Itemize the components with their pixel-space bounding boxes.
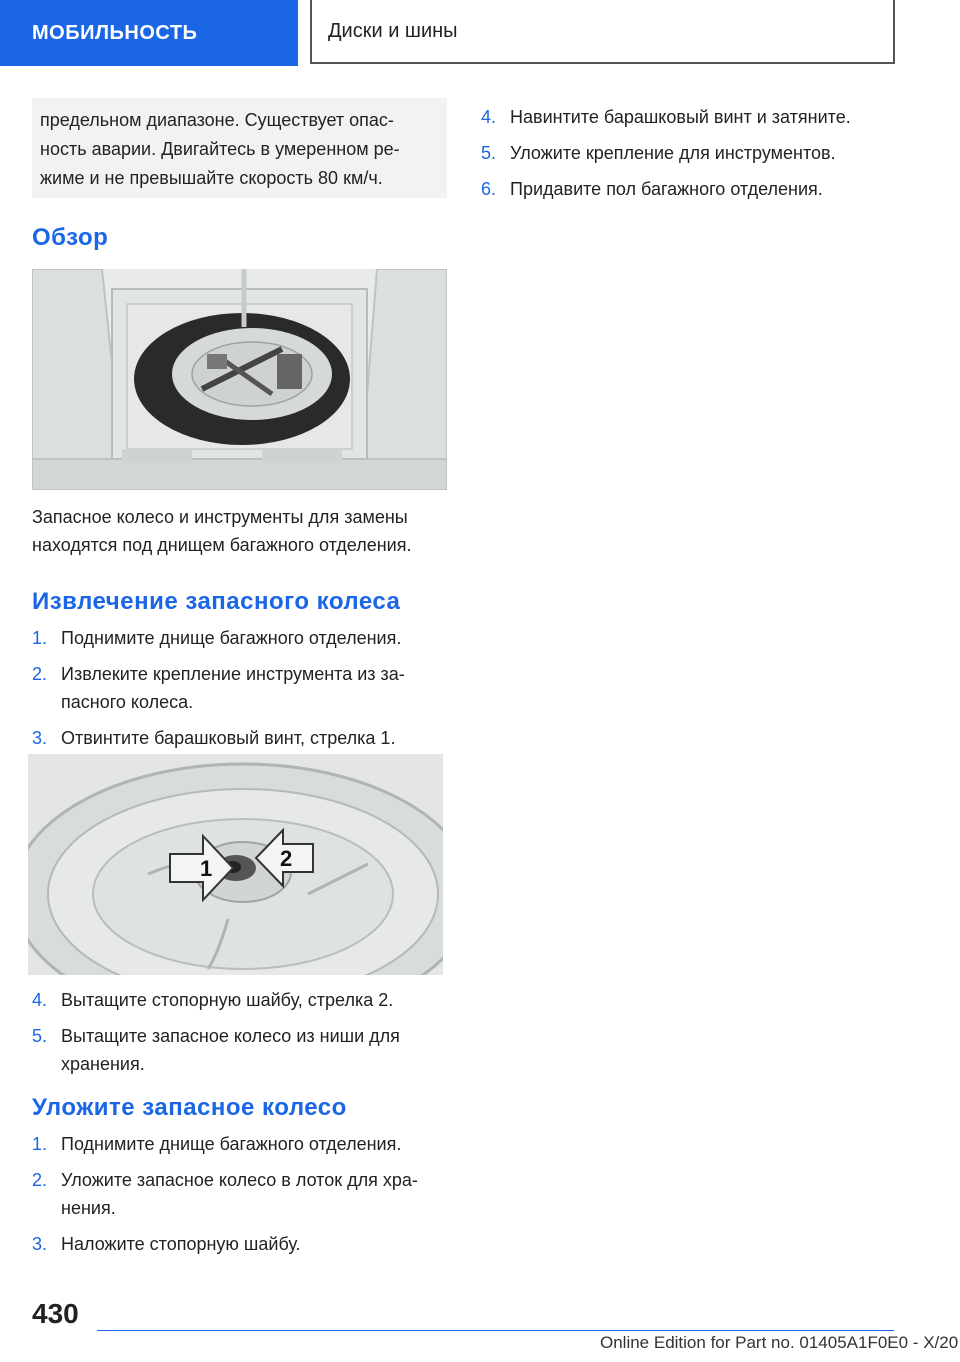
step-text: пасного колеса. xyxy=(61,692,194,712)
list-item xyxy=(481,175,896,203)
trunk-illustration xyxy=(32,269,447,490)
caption-line: Запасное колесо и инструменты для замены xyxy=(32,507,408,527)
remove-heading: Извлечение запасного колеса xyxy=(32,588,401,615)
step-text: Наложите стопорную шайбу. xyxy=(61,1234,301,1254)
overview-caption xyxy=(32,503,447,559)
arrow-2-label: 2 xyxy=(280,846,293,871)
right-steps-list xyxy=(481,103,896,211)
step-text: хранения. xyxy=(61,1054,145,1074)
step-text: Отвинтите барашковый винт, стрелка 1. xyxy=(61,728,396,748)
step-text: Вытащите запасное колесо из ниши для xyxy=(61,1026,400,1046)
step-text: Навинтите барашковый винт и затяните. xyxy=(510,107,851,127)
step-number: 5. xyxy=(32,1026,48,1046)
step-number: 6. xyxy=(481,179,497,199)
step-text: Придавите пол багажного отделения. xyxy=(510,179,823,199)
list-item xyxy=(481,139,896,167)
step-text: Вытащите стопорную шайбу, стрелка 2. xyxy=(61,990,394,1010)
step-number: 4. xyxy=(481,107,497,127)
step-text: нения. xyxy=(61,1198,116,1218)
step-number: 2. xyxy=(32,1170,48,1190)
warning-line: жиме и не превышайте скорость 80 км/ч. xyxy=(40,168,383,188)
edition-text: Online Edition for Part no. 01405A1F0E0 - X/20 xyxy=(600,1333,959,1352)
trunk-overview-image xyxy=(32,269,447,490)
list-item xyxy=(32,1230,447,1258)
page-number: 430 xyxy=(32,1298,79,1329)
wheel-nut-image xyxy=(28,754,443,975)
list-item xyxy=(32,1166,447,1222)
store-steps-list xyxy=(32,1130,447,1266)
step-number: 4. xyxy=(32,990,48,1010)
warning-line: предельном диапазоне. Существует опас- xyxy=(40,110,394,130)
step-text: Поднимите днище багажного отделения. xyxy=(61,628,402,648)
store-heading: Уложите запасное колесо xyxy=(32,1094,347,1121)
overview-heading: Обзор xyxy=(32,224,109,251)
step-number: 1. xyxy=(32,1134,48,1154)
step-number: 2. xyxy=(32,664,48,684)
step-number: 3. xyxy=(32,728,48,748)
warning-box xyxy=(32,98,447,198)
warning-line: ность аварии. Двигайтесь в умеренном ре- xyxy=(40,139,400,159)
wheel-illustration xyxy=(28,754,443,975)
list-item xyxy=(32,1022,447,1078)
section-tab xyxy=(0,0,298,66)
step-number: 3. xyxy=(32,1234,48,1254)
remove-steps-list-a xyxy=(32,624,447,760)
step-text: Уложите запасное колесо в лоток для хра- xyxy=(61,1170,418,1190)
footer-divider xyxy=(97,1330,894,1331)
list-item xyxy=(32,986,447,1014)
step-number: 1. xyxy=(32,628,48,648)
step-number: 5. xyxy=(481,143,497,163)
chapter-header xyxy=(310,0,895,64)
remove-steps-list-b xyxy=(32,986,447,1086)
caption-line: находятся под днищем багажного отделения. xyxy=(32,535,412,555)
chapter-title: Диски и шины xyxy=(328,19,458,42)
list-item xyxy=(32,624,447,652)
section-title: МОБИЛЬНОСТЬ xyxy=(32,21,198,44)
step-text: Поднимите днище багажного отделения. xyxy=(61,1134,402,1154)
list-item xyxy=(481,103,896,131)
step-text: Извлеките крепление инструмента из за- xyxy=(61,664,405,684)
list-item xyxy=(32,660,447,716)
step-text: Уложите крепление для инструментов. xyxy=(510,143,836,163)
list-item xyxy=(32,724,447,752)
arrow-1-label: 1 xyxy=(200,856,213,881)
list-item xyxy=(32,1130,447,1158)
